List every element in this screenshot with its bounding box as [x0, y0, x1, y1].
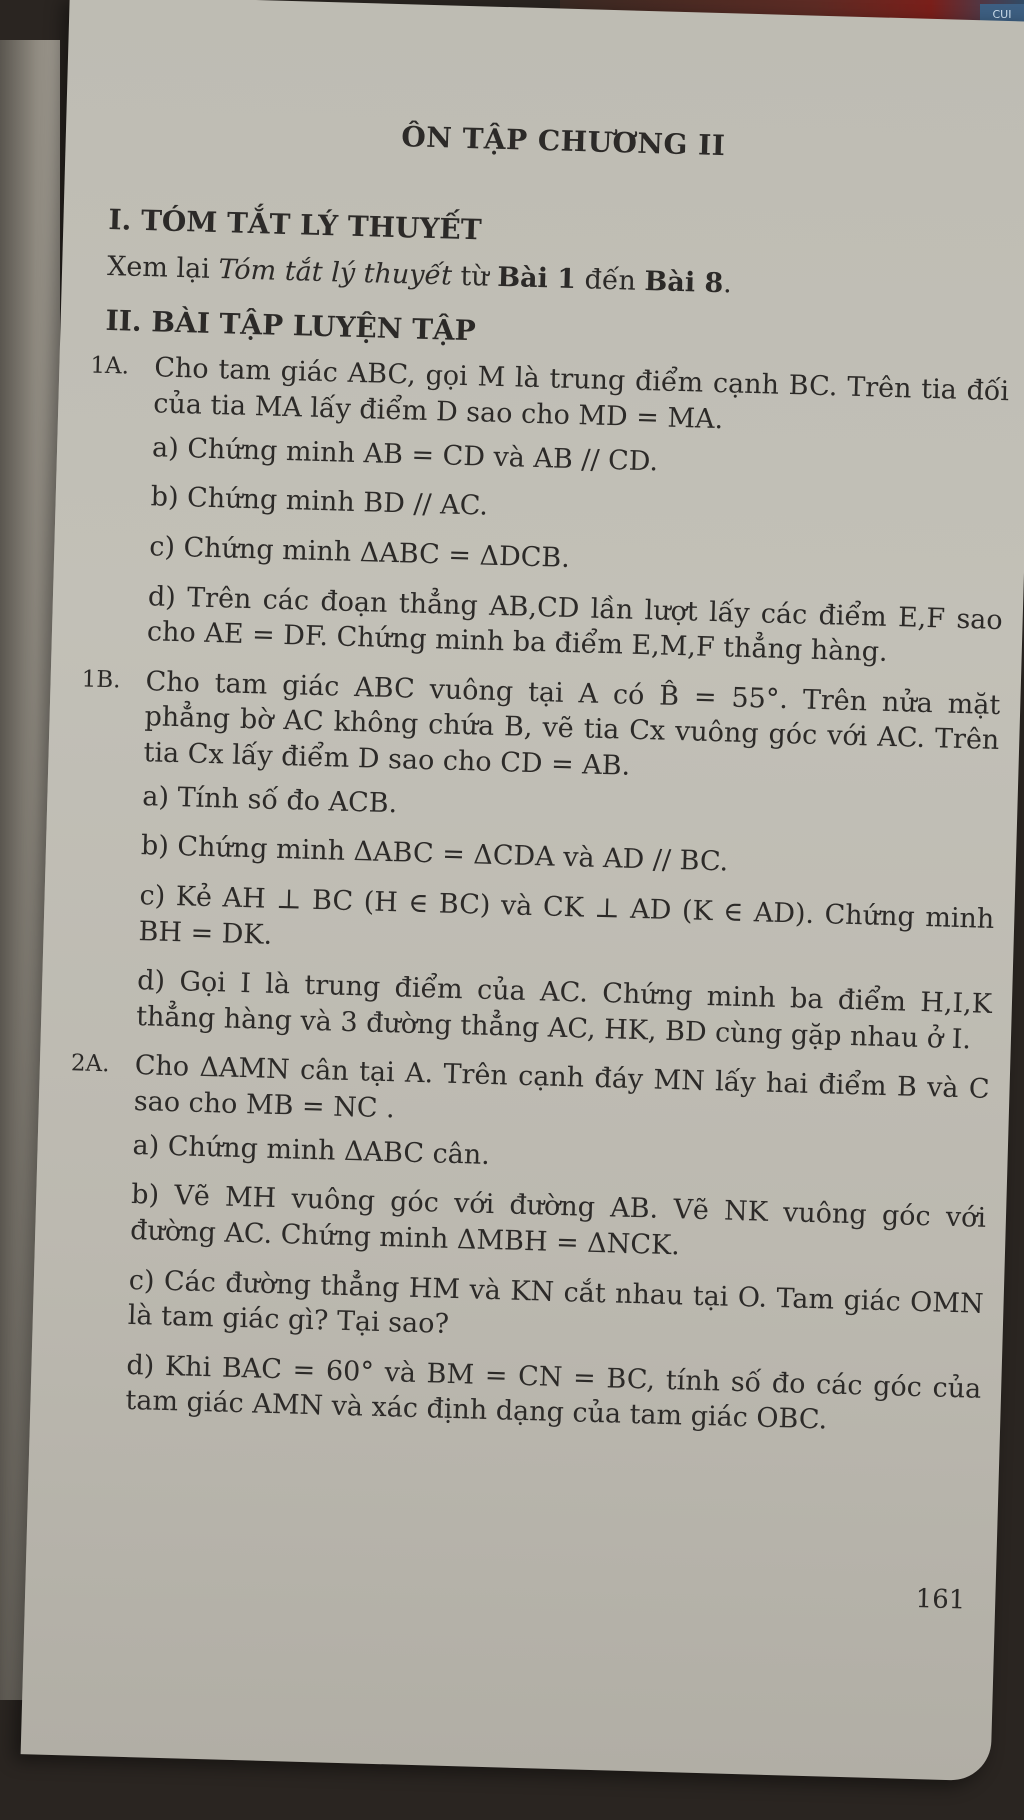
- problem-part: a) Chứng minh AB = CD và AB // CD.: [151, 432, 659, 478]
- problem-part: b) Chứng minh BD // AC.: [150, 481, 489, 523]
- review-join: đến: [575, 263, 645, 297]
- problem-part: d) Khi BAC = 60° và BM = CN = BC, tính số đo các góc của tam giác AMN và xác định dạng của tam giác OBC.: [125, 1349, 982, 1436]
- problem-part: d) Trên các đoạn thẳng AB,CD lần lượt lấy các điểm E,F sao cho AE = DF. Chứng minh ba điểm E,M,F thẳng hàng.: [146, 580, 1004, 669]
- problem-part: a) Chứng minh ΔABC cân.: [132, 1129, 491, 1171]
- top-book-tag: CUI: [980, 4, 1024, 26]
- problem-label: 1A.: [90, 353, 130, 381]
- problem-part: c) Kẻ AH ⊥ BC (H ∈ BC) và CK ⊥ AD (K ∈ AD). Chứng minh BH = DK.: [138, 880, 995, 951]
- review-bold-end: Bài 8: [644, 265, 724, 300]
- problem-part: a) Tính số đo ACB.: [141, 780, 398, 819]
- problem-1b: [81, 663, 1001, 1059]
- problem-statement: Cho ΔAMN cân tại A. Trên cạnh đáy MN lấy hai điểm B và C sao cho MB = NC .: [133, 1050, 990, 1125]
- review-prefix: Xem lại: [106, 250, 219, 285]
- problem-part: b) Chứng minh ΔABC = ΔCDA và AD // BC.: [140, 830, 729, 878]
- review-italic: Tóm tắt lý thuyết: [218, 253, 453, 292]
- problem-2a: [70, 1047, 990, 1443]
- page-content: [70, 111, 1017, 1457]
- section-exercises-heading: II. BÀI TẬP LUYỆN TẬP: [105, 303, 477, 347]
- problem-part: c) Các đường thẳng HM và KN cắt nhau tại O. Tam giác OMN là tam giác gì? Tại sao?: [127, 1264, 984, 1341]
- problem-part: d) Gọi I là trung điểm của AC. Chứng minh ba điểm H,I,K thẳng hàng và 3 đường thẳng AC, HK, BD cùng gặp nhau ở I.: [135, 965, 993, 1056]
- review-bold-start: Bài 1: [496, 261, 577, 295]
- chapter-title: ÔN TẬP CHƯƠNG II: [400, 120, 726, 163]
- book-page: [21, 0, 1024, 1781]
- review-end: .: [722, 268, 733, 300]
- review-middle: từ: [451, 260, 498, 293]
- problem-statement: Cho tam giác ABC vuông tại A có B̂ = 55°. Trên nửa mặt phẳng bờ AC không chứa B, vẽ tia Cx vuông góc với AC. Trên tia Cx lấy điểm D sao cho CD = AB.: [143, 666, 1001, 782]
- problem-parts: [125, 1128, 988, 1443]
- problem-part: b) Vẽ MH vuông góc với đường AB. Vẽ NK vuông góc với đường AC. Chứng minh ΔMBH = ΔNCK.: [129, 1179, 987, 1262]
- problem-parts: [146, 430, 1007, 674]
- problem-label: 2A.: [70, 1050, 110, 1078]
- problem-1a: [90, 349, 1010, 674]
- problem-label: 1B.: [81, 666, 121, 694]
- page-number: 161: [915, 1584, 966, 1616]
- problem-parts: [136, 779, 998, 1059]
- section-theory-heading: I. TÓM TẮT LÝ THUYẾT: [108, 202, 483, 247]
- problem-statement: Cho tam giác ABC, gọi M là trung điểm cạnh BC. Trên tia đối của tia MA lấy điểm D sao cho MD = MA.: [152, 352, 1010, 436]
- problem-part: c) Chứng minh ΔABC = ΔDCB.: [148, 531, 571, 574]
